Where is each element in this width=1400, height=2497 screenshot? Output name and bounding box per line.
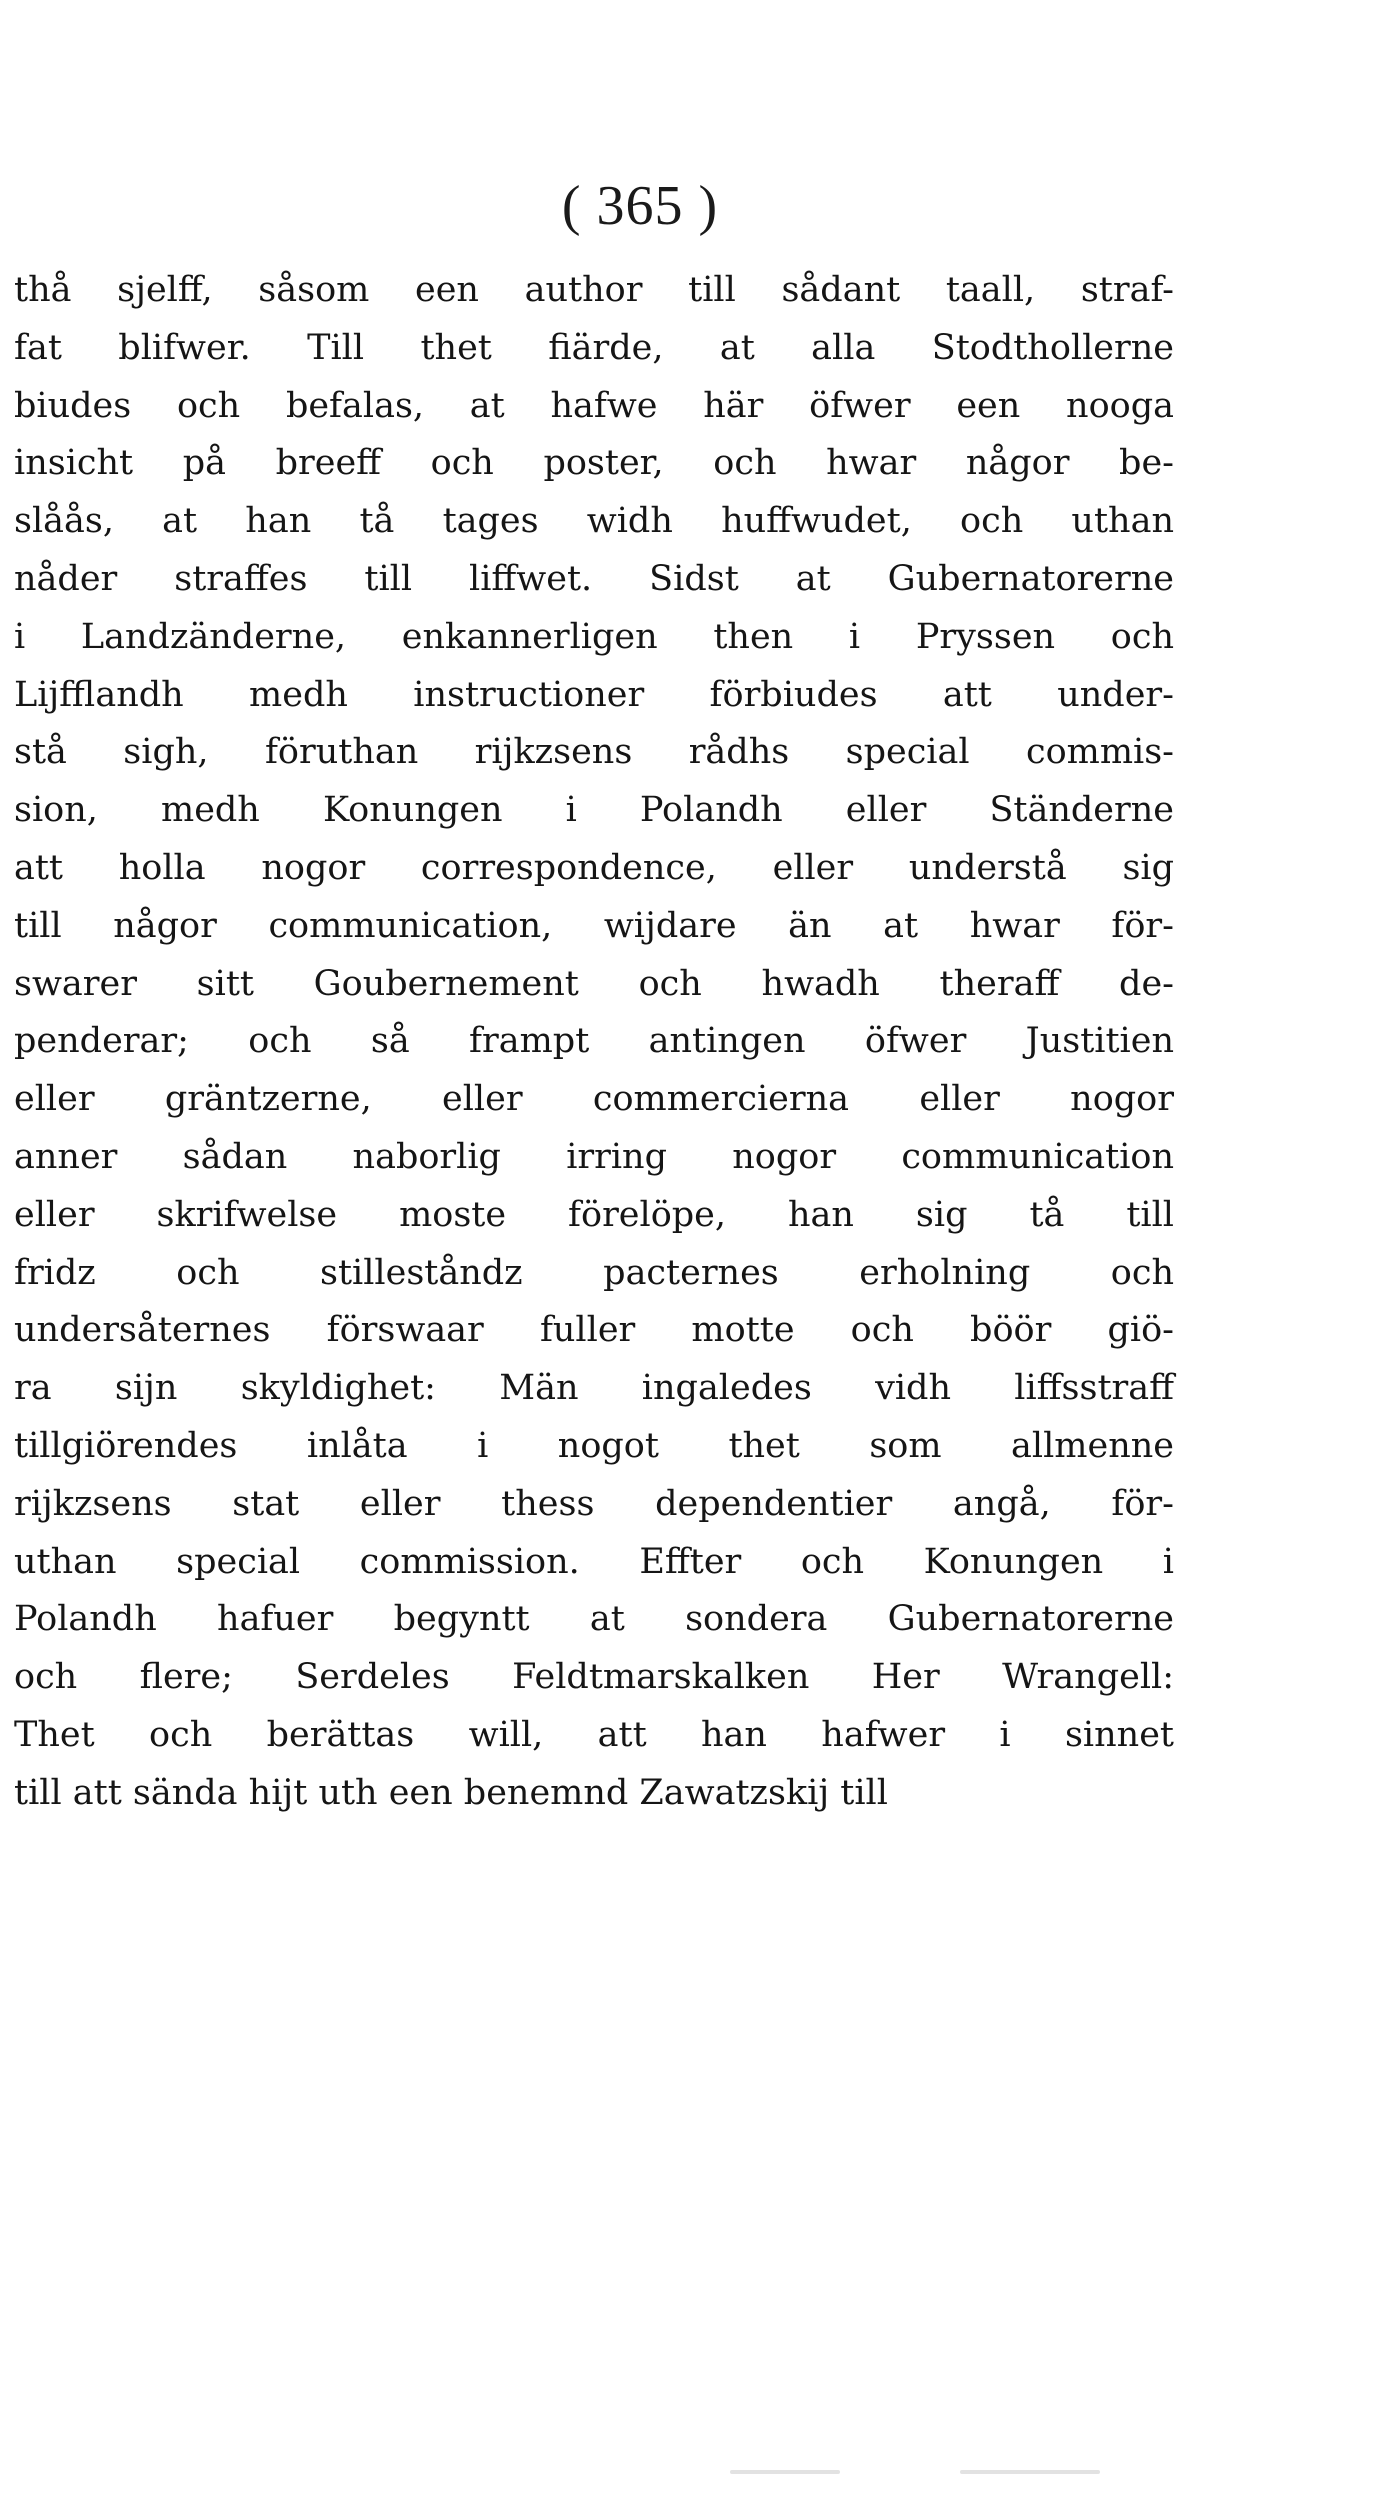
- text-line: uthan special commission. Effter och Konungen i: [14, 1541, 1174, 1582]
- text-line: till att sända hijt uth een benemnd Zawatzskij till: [14, 1772, 888, 1813]
- text-line: swarer sitt Goubernement och hwadh theraff de-: [14, 963, 1174, 1004]
- text-line: eller gräntzerne, eller commercierna eller nogor: [14, 1079, 1174, 1120]
- text-line: i Landzänderne, enkannerligen then i Pryssen och: [14, 616, 1174, 657]
- text-line: stå sigh, föruthan rijkzsens rådhs special commis-: [14, 732, 1174, 773]
- text-line: tillgiörendes inlåta i nogot thet som allmenne: [14, 1425, 1174, 1466]
- text-line: att holla nogor correspondence, eller understå sig: [14, 847, 1174, 888]
- text-line: rijkzsens stat eller thess dependentier angå, för-: [14, 1483, 1174, 1524]
- text-line: insicht på breeff och poster, och hwar någor be-: [14, 443, 1174, 484]
- page-number: ( 365 ): [561, 175, 719, 237]
- text-line: sion, medh Konungen i Polandh eller Ständerne: [14, 790, 1174, 831]
- text-line: fat blifwer. Till thet fiärde, at alla Stodthollerne: [14, 327, 1174, 368]
- text-line: slåås, at han tå tages widh huffwudet, och uthan: [14, 501, 1174, 542]
- text-line: fridz och stilleståndz pacternes erholning och: [14, 1252, 1174, 1293]
- text-line: undersåternes förswaar fuller motte och böör giö-: [14, 1310, 1174, 1351]
- text-line: ra sijn skyldighet: Män ingaledes vidh liffsstraff: [14, 1368, 1174, 1409]
- text-line: till någor communication, wijdare än at hwar för-: [14, 905, 1174, 946]
- text-line: eller skrifwelse moste förelöpe, han sig tå till: [14, 1194, 1174, 1235]
- text-line: Lijfflandh medh instructioner förbiudes att under-: [14, 674, 1174, 715]
- scan-artifact-line: [960, 2470, 1100, 2474]
- scan-artifact-line: [730, 2470, 840, 2474]
- text-line: penderar; och så frampt antingen öfwer Justitien: [14, 1021, 1174, 1062]
- text-line: anner sådan naborlig irring nogor communication: [14, 1136, 1174, 1177]
- text-line: nåder straffes till liffwet. Sidst at Gubernatorerne: [14, 558, 1174, 599]
- text-line: Thet och berättas will, att han hafwer i sinnet: [14, 1714, 1174, 1755]
- text-line: Polandh hafuer begyntt at sondera Gubernatorerne: [14, 1599, 1174, 1640]
- page-body-text: [14, 262, 1174, 1823]
- text-line: biudes och befalas, at hafwe här öfwer een nooga: [14, 385, 1174, 426]
- text-line: thå sjelff, såsom een author till sådant taall, straf-: [14, 270, 1174, 310]
- text-line: och flere; Serdeles Feldtmarskalken Her Wrangell:: [14, 1657, 1174, 1698]
